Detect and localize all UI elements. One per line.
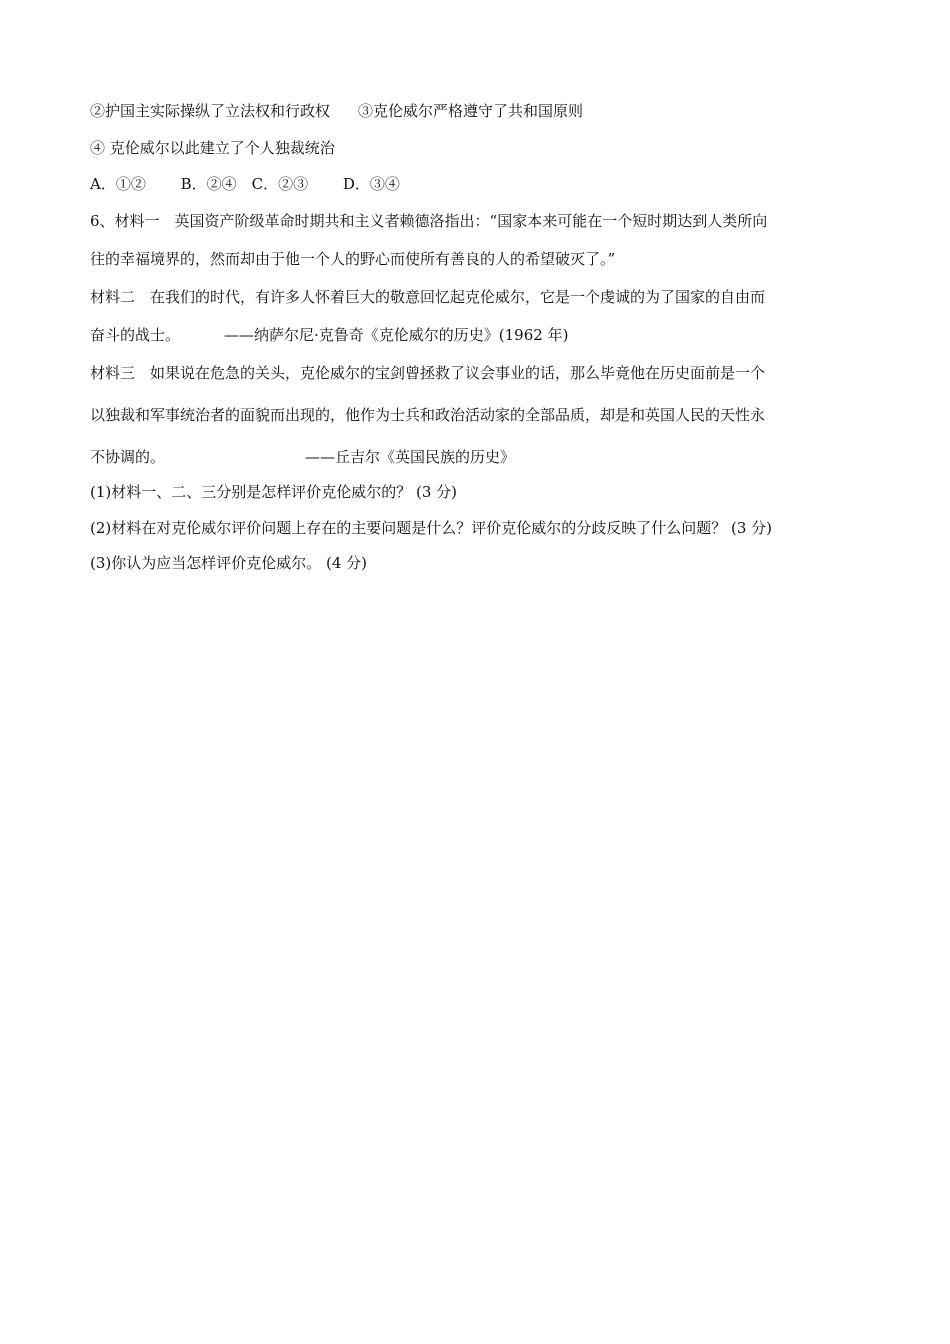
material-2-continued (90, 325, 568, 345)
option-3: ③克伦威尔严格遵守了共和国原则 (358, 102, 584, 120)
sub-question-2: (2)材料在对克伦威尔评价问题上存在的主要问题是什么？评价克伦威尔的分歧反映了什么问题？ (3 分) (90, 519, 773, 537)
question-6-material-1: 6、材料一 英国资产阶级革命时期共和主义者赖德洛指出：“国家本来可能在一个短时期达到人类所向 (90, 212, 768, 230)
material-2-end: 奋斗的战士。 (90, 326, 181, 344)
material-2: 材料二 在我们的时代，有许多人怀着巨大的敬意回忆起克伦威尔，它是一个虔诚的为了国家的自由而 (90, 288, 766, 306)
material-3-end-line (90, 447, 515, 467)
answer-choices: A．①② B．②④ C．②③ D．③④ (90, 175, 400, 193)
material-3-end: 不协调的。 (90, 448, 166, 466)
sub-question-1: (1)材料一、二、三分别是怎样评价克伦威尔的？ (3 分) (90, 483, 458, 501)
material-2-source: ——纳萨尔尼·克鲁奇《克伦威尔的历史》(1962 年) (224, 326, 569, 344)
material-1-continued: 往的幸福境界的，然而却由于他一个人的野心而使所有善良的人的希望破灭了。” (90, 250, 616, 268)
option-4: ④ 克伦威尔以此建立了个人独裁统治 (90, 139, 335, 157)
option-line-2-3 (90, 101, 583, 121)
material-3-continued: 以独裁和军事统治者的面貌而出现的，他作为士兵和政治活动家的全部品质，却是和英国人民的天性永 (90, 406, 766, 424)
material-3-source: ——丘吉尔《英国民族的历史》 (305, 448, 516, 466)
option-2: ②护国主实际操纵了立法权和行政权 (90, 102, 331, 120)
material-3: 材料三 如果说在危急的关头，克伦威尔的宝剑曾拯救了议会事业的话，那么毕竟他在历史面前是一个 (90, 364, 766, 382)
sub-question-3: (3)你认为应当怎样评价克伦威尔。 (4 分) (90, 554, 368, 572)
